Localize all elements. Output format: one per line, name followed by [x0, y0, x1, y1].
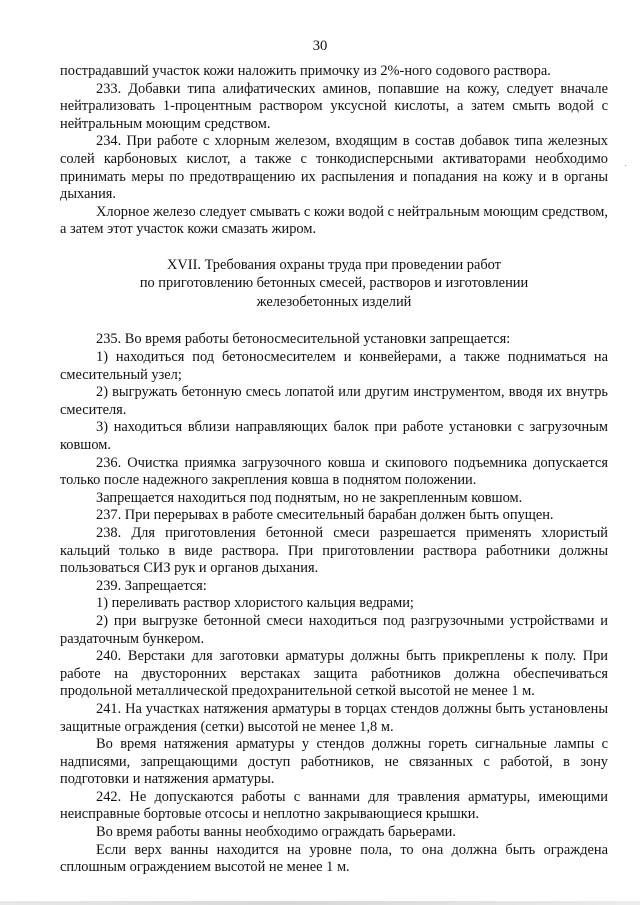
section-heading-line: по приготовлению бетонных смесей, растворов и изготовлении — [139, 275, 529, 292]
scan-mark: · — [624, 161, 628, 172]
paragraph-ferric-chloride: Хлорное железо следует смывать с кожи водой с нейтральным моющим средством, а затем этот участок кожи смазать жиром. — [60, 203, 608, 238]
paragraph-242: 242. Не допускаются работы с ваннами для травления арматуры, имеющими неисправные бортовые отсосы и неплотно закрывающиеся крышки. — [60, 788, 608, 823]
paragraph-241: 241. На участках натяжения арматуры в торцах стендов должны быть установлены защитные ограждения (сетки) высотой не менее 1,8 м. — [60, 700, 608, 735]
paragraph-234: 234. При работе с хлорным железом, входящим в состав добавок типа железных солей карбоновых кислот, а также с тонкодисперсными активаторами необходимо принимать меры по предотвращению их распыления и попадания на кожу и в органы дыхания. — [60, 133, 608, 203]
paragraph-237: 237. При перерывах в работе смесительный барабан должен быть опущен. — [96, 507, 554, 524]
paragraph-235: 235. Во время работы бетоносмесительной установки запрещается: — [96, 331, 511, 348]
paragraph-242-barriers: Во время работы ванны необходимо ограждать барьерами. — [96, 824, 456, 841]
list-item-235-2: 2) выгружать бетонную смесь лопатой или другим инструментом, вводя их внутрь смесителя. — [60, 384, 608, 418]
paragraph-242-fence: Если верх ванны находится на уровне пола, то она должна быть ограждена сплошным ограждением высотой не менее 1 м. — [60, 841, 608, 876]
paragraph-236: 236. Очистка приямка загрузочного ковша и скипового подъемника допускается только после надежного закрепления ковша в поднятом положении. — [60, 454, 608, 489]
paragraph-241-lamps: Во время натяжения арматуры у стендов должны гореть сигнальные лампы с надписями, запрещающими доступ работников, не связанных с работой, в зону подготовки и натяжения арматуры. — [60, 736, 608, 788]
section-heading — [60, 256, 608, 312]
paragraph-240: 240. Верстаки для заготовки арматуры должны быть прикреплены к полу. При работе на двусторонних верстаках защита работников должна обеспечиваться продольной металлической предохранительной сеткой высотой не менее 1 м. — [60, 648, 608, 700]
paragraph-233: 233. Добавки типа алифатических аминов, попавшие на кожу, следует вначале нейтрализовать 1-процентным раствором уксусной кислоты, а затем смыть водой с нейтральным моющим средством. — [60, 80, 608, 132]
list-item-239-1: 1) переливать раствор хлористого кальция ведрами; — [96, 595, 414, 612]
list-item-239-2: 2) при выгрузке бетонной смеси находиться под разгрузочными устройствами и раздаточным бункером. — [60, 612, 608, 647]
list-item-235-3: 3) находиться вблизи направляющих балок при работе установки с загрузочным ковшом. — [60, 419, 608, 453]
paragraph-238: 238. Для приготовления бетонной смеси разрешается применять хлористый кальций только в виде раствора. При приготовлении раствора работники должны пользоваться СИЗ рук и органов дыхания. — [60, 524, 608, 577]
paragraph-239: 239. Запрещается: — [96, 577, 207, 594]
paragraph-continuation: пострадавший участок кожи наложить примочку из 2%-ного содового раствора. — [60, 63, 551, 79]
page-number: 30 — [312, 38, 328, 54]
document-body — [60, 63, 608, 877]
section-heading-line: железобетонных изделий — [256, 293, 412, 310]
section-heading-line: XVII. Требования охраны труда при проведении работ — [167, 256, 501, 273]
paragraph-236-note: Запрещается находиться под поднятым, но не закрепленным ковшом. — [96, 489, 523, 506]
list-item-235-1: 1) находиться под бетоносмесителем и конвейерами, а также подниматься на смесительный узел; — [60, 349, 608, 383]
scan-bottom-edge — [0, 901, 640, 905]
